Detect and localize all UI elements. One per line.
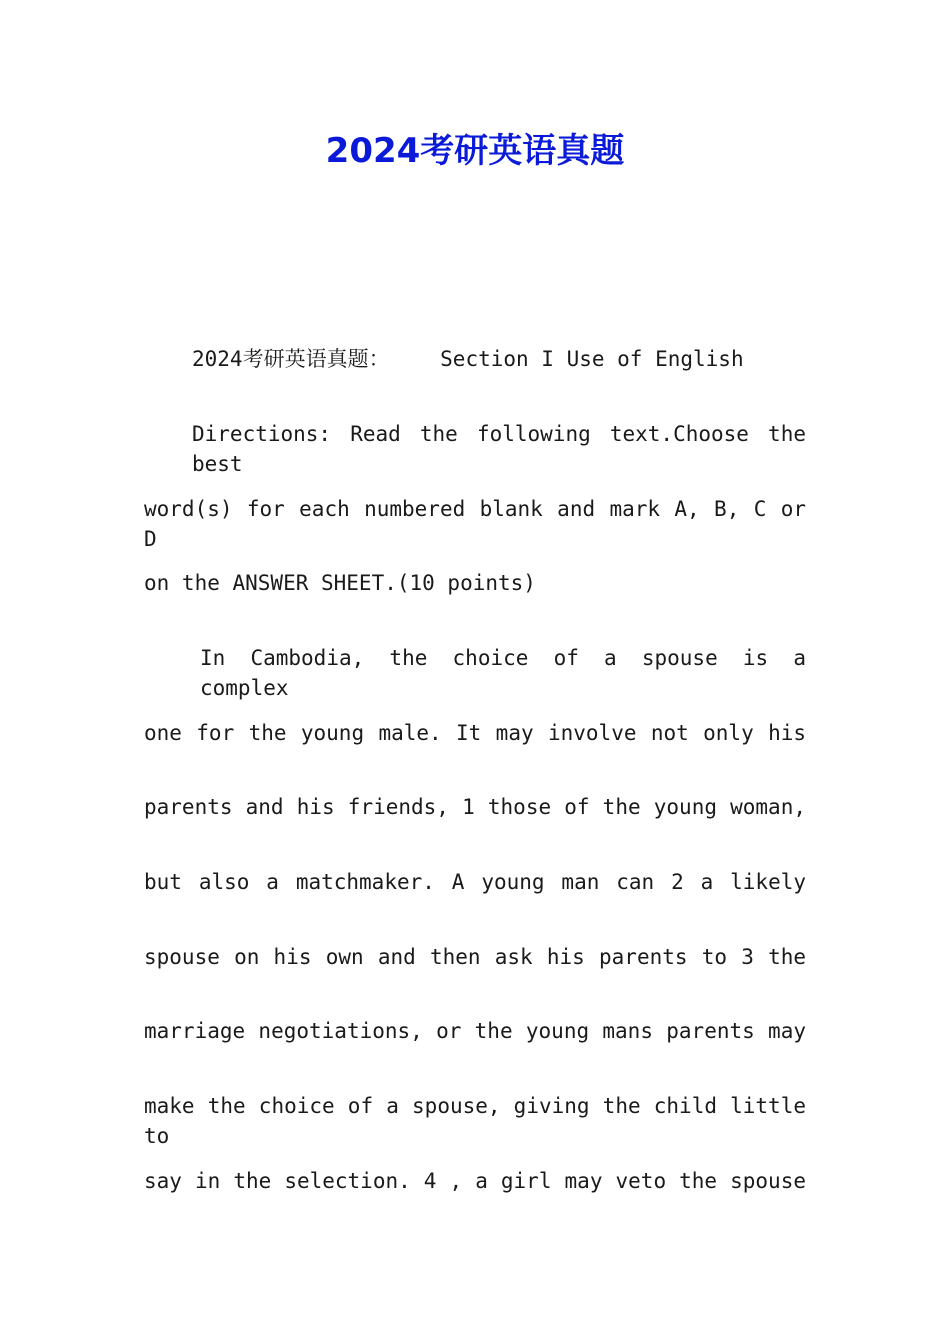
passage-line-6: marriage negotiations, or the young mans parents may	[144, 1019, 806, 1043]
passage-line-5: spouse on his own and then ask his parents to 3 the	[144, 945, 806, 969]
passage-line-3: parents and his friends, 1 those of the young woman,	[144, 795, 806, 819]
directions-line-3: on the ANSWER SHEET.(10 points)	[144, 571, 536, 595]
passage-line-8: say in the selection. 4 , a girl may veto the spouse	[144, 1169, 806, 1193]
directions-line-1: Directions: Read the following text.Choose the best	[192, 422, 806, 476]
document-title: 2024考研英语真题	[325, 131, 625, 171]
passage-line-4: but also a matchmaker. A young man can 2 a likely	[144, 870, 806, 894]
heading-spacer	[390, 347, 441, 371]
heading-section: Section I Use of English	[440, 347, 744, 371]
passage-line-2: one for the young male. It may involve not only his	[144, 721, 806, 745]
heading-line	[192, 344, 806, 374]
passage-line-1: In Cambodia, the choice of a spouse is a complex	[200, 646, 806, 700]
heading-prefix: 2024考研英语真题：	[192, 347, 390, 371]
passage-line-7: make the choice of a spouse, giving the child little to	[144, 1094, 806, 1148]
directions-line-2: word(s) for each numbered blank and mark A, B, C or D	[144, 497, 806, 551]
